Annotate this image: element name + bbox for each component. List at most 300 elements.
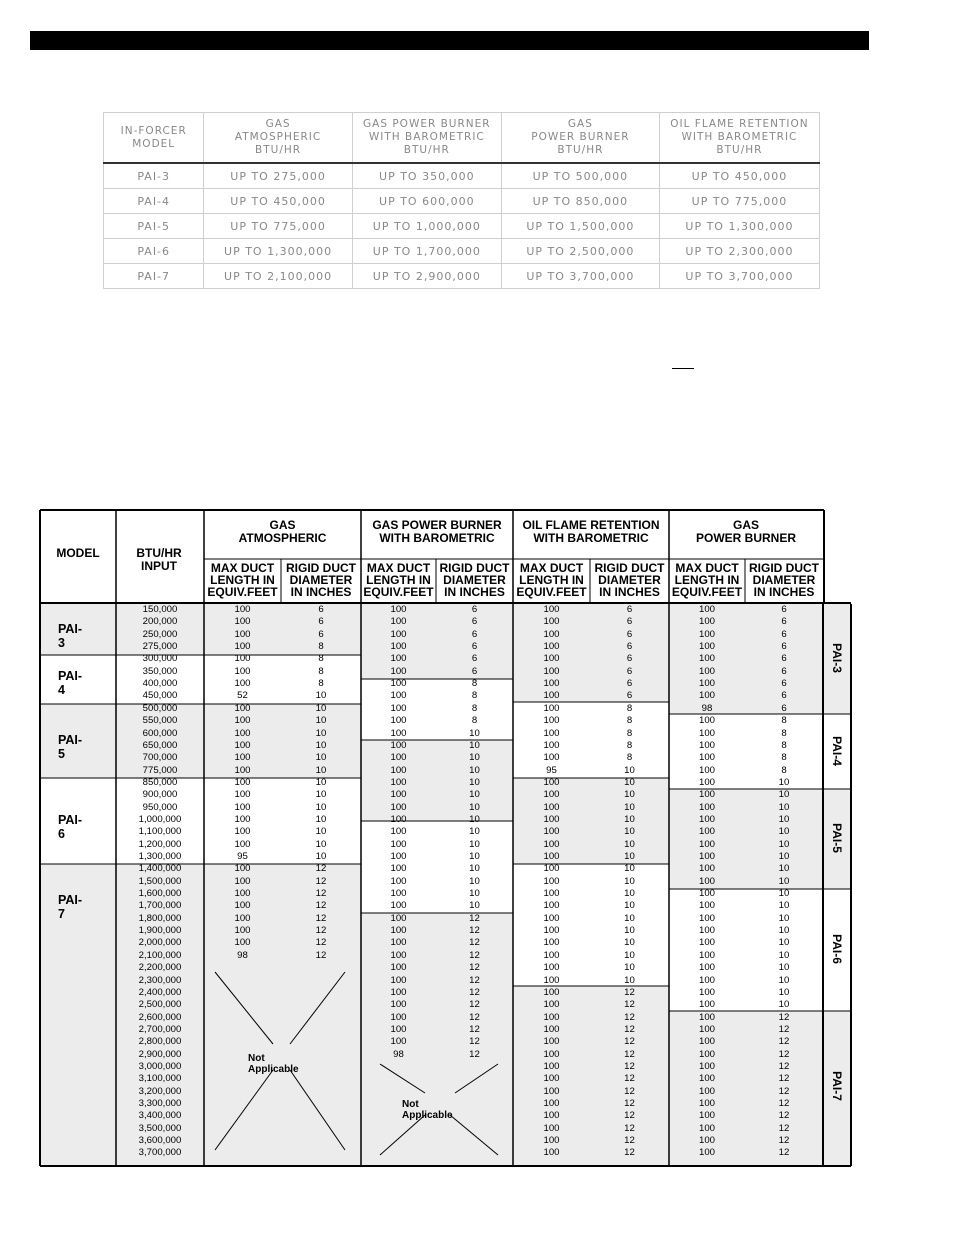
oil-duct-length: 100 (543, 1023, 560, 1035)
gpb-duct-diameter: 12 (469, 1048, 480, 1060)
gp-duct-length: 100 (698, 1023, 715, 1035)
gpb-duct-length: 100 (390, 937, 407, 949)
gp-duct-diameter: 6 (781, 604, 787, 615)
max-duct-length-header (513, 562, 590, 598)
btu-input-value: 2,000,000 (138, 937, 182, 949)
atm-duct-length: 100 (234, 727, 251, 739)
oil-duct-length: 100 (543, 604, 560, 615)
group-header-line: ATMOSPHERIC (238, 531, 327, 545)
gpb-duct-length: 100 (390, 789, 407, 801)
gp-duct-diameter: 10 (778, 801, 790, 813)
gpb-duct-diameter: 10 (469, 789, 480, 801)
oil-duct-length: 100 (543, 813, 560, 825)
capacity-cell: UP TO 3,700,000 (659, 264, 819, 289)
capacity-cell: PAI-3 (104, 163, 204, 189)
oil-duct-length: 100 (543, 888, 560, 900)
gpb-duct-diameter: 10 (469, 813, 480, 825)
gp-duct-length: 100 (698, 801, 715, 813)
oil-duct-diameter: 10 (624, 851, 635, 862)
btu-input-value: 2,400,000 (138, 986, 182, 998)
atm-duct-length: 100 (234, 838, 251, 850)
group-header-line: GAS (732, 518, 759, 532)
oil-duct-diameter: 10 (624, 875, 635, 887)
oil-duct-length: 100 (543, 616, 560, 628)
atm-duct-length: 100 (234, 678, 251, 690)
gp-duct-length: 100 (698, 616, 715, 628)
atm-duct-length: 100 (234, 628, 251, 640)
max-duct-length-header (204, 562, 281, 598)
gpb-duct-diameter: 12 (469, 925, 480, 937)
atm-duct-diameter: 12 (315, 888, 327, 900)
atm-duct-length: 100 (234, 604, 251, 615)
sub-header-line: IN INCHES (444, 585, 505, 599)
gp-duct-diameter: 6 (781, 641, 787, 653)
side-model-label: PAI-7 (830, 1071, 844, 1101)
group-header-line: GAS (269, 518, 296, 532)
rigid-duct-diameter-header (281, 562, 361, 598)
gp-duct-length: 100 (698, 1147, 715, 1159)
oil-duct-length: 100 (543, 727, 560, 739)
capacity-cell: UP TO 450,000 (204, 189, 352, 214)
oil-duct-diameter: 10 (624, 764, 635, 776)
gpb-duct-length: 100 (390, 690, 407, 702)
sub-header-line: DIAMETER (752, 573, 816, 587)
gpb-duct-diameter: 12 (469, 999, 480, 1011)
gp-duct-diameter: 10 (778, 838, 790, 850)
gp-duct-length: 100 (698, 653, 715, 665)
atm-duct-diameter: 12 (315, 949, 327, 961)
oil-duct-length: 100 (543, 863, 560, 875)
capacity-cell: UP TO 450,000 (659, 163, 819, 189)
gpb-duct-length: 100 (390, 900, 407, 912)
atm-duct-length: 100 (234, 912, 251, 924)
gp-duct-diameter: 8 (781, 752, 787, 764)
gp-duct-diameter: 10 (778, 999, 790, 1011)
gp-duct-diameter: 12 (778, 1060, 790, 1072)
gp-duct-diameter: 10 (778, 776, 790, 788)
oil-duct-diameter: 12 (624, 1110, 635, 1122)
gpb-duct-diameter: 10 (469, 727, 480, 739)
atm-duct-diameter: 6 (318, 628, 324, 640)
gpb-duct-diameter: 12 (469, 949, 480, 961)
btu-input-value: 2,500,000 (138, 999, 182, 1011)
gpb-duct-diameter: 8 (471, 690, 478, 702)
not-applicable-gas-power-barometric: Not Applicable (402, 1099, 453, 1121)
gp-duct-length: 100 (698, 727, 715, 739)
gp-duct-length: 100 (698, 1048, 715, 1060)
oil-duct-length: 100 (543, 1048, 560, 1060)
gpb-duct-length: 100 (390, 678, 407, 690)
gp-duct-length: 100 (698, 838, 715, 850)
atm-duct-diameter: 12 (315, 875, 327, 887)
gpb-duct-diameter: 12 (469, 937, 480, 949)
capacity-cell: UP TO 2,500,000 (501, 239, 659, 264)
btu-input-value: 3,000,000 (138, 1060, 182, 1072)
oil-duct-diameter: 12 (624, 1147, 635, 1159)
btu-input-value: 3,400,000 (138, 1110, 182, 1122)
max-duct-length-header (669, 562, 745, 598)
atm-duct-diameter: 8 (318, 678, 324, 690)
capacity-cell: UP TO 2,100,000 (204, 264, 352, 289)
gp-duct-length: 100 (698, 1098, 715, 1109)
btu-input-value: 2,800,000 (138, 1036, 182, 1048)
oil-duct-diameter: 10 (624, 974, 635, 986)
gp-duct-diameter: 8 (781, 764, 787, 776)
gp-duct-diameter: 10 (778, 925, 790, 937)
btu-input-value: 3,700,000 (138, 1147, 182, 1159)
atm-duct-diameter: 10 (315, 801, 327, 813)
atm-duct-diameter: 10 (315, 851, 327, 862)
sub-header-line: DIAMETER (598, 573, 661, 587)
btu-input-value: 600,000 (142, 727, 178, 739)
gpb-duct-diameter: 6 (471, 628, 478, 640)
gpb-duct-diameter: 10 (469, 888, 480, 900)
gp-duct-diameter: 10 (778, 986, 790, 998)
sub-header-line: DIAMETER (289, 573, 353, 587)
oil-duct-length: 100 (543, 1060, 560, 1072)
gp-duct-diameter: 6 (781, 616, 787, 628)
sub-header-line: EQUIV.FEET (516, 585, 587, 599)
btu-input-value: 150,000 (142, 604, 178, 615)
gp-duct-length: 100 (698, 665, 715, 677)
side-model-label: PAI-3 (830, 643, 844, 673)
oil-duct-diameter: 10 (624, 912, 635, 924)
gp-duct-diameter: 10 (778, 912, 790, 924)
oil-duct-diameter: 12 (624, 986, 635, 998)
gp-duct-diameter: 12 (778, 1023, 790, 1035)
btu-input-value: 775,000 (142, 764, 178, 776)
oil-duct-diameter: 10 (624, 826, 635, 838)
gp-duct-diameter: 10 (778, 949, 790, 961)
rigid-duct-diameter-header (436, 562, 513, 598)
capacity-cell: UP TO 600,000 (352, 189, 501, 214)
oil-duct-diameter: 10 (624, 863, 635, 875)
gpb-duct-length: 100 (390, 776, 407, 788)
gpb-duct-diameter: 6 (471, 641, 478, 653)
capacity-cell: UP TO 775,000 (204, 214, 352, 239)
group-header-line: WITH BAROMETRIC (379, 531, 495, 545)
gp-duct-length: 100 (698, 888, 715, 900)
oil-duct-length: 100 (543, 1122, 560, 1134)
oil-duct-diameter: 12 (624, 999, 635, 1011)
capacity-cell: UP TO 850,000 (501, 189, 659, 214)
side-model-label: PAI-4 (830, 735, 844, 766)
oil-duct-length: 100 (543, 925, 560, 937)
oil-duct-diameter: 12 (624, 1036, 635, 1048)
rigid-duct-diameter-header (590, 562, 669, 598)
oil-duct-diameter: 10 (624, 789, 635, 801)
capacity-cell: UP TO 1,000,000 (352, 214, 501, 239)
chart-btu-header (116, 547, 202, 573)
atm-duct-length: 100 (234, 641, 251, 653)
model-label: PAI-4 (58, 669, 83, 697)
oil-duct-length: 100 (543, 715, 560, 727)
atm-duct-length: 100 (234, 702, 251, 714)
btu-input-value: 300,000 (142, 653, 178, 665)
side-model-label: PAI-5 (830, 823, 844, 853)
capacity-cell: UP TO 1,300,000 (204, 239, 352, 264)
gp-duct-length: 100 (698, 764, 715, 776)
oil-duct-length: 100 (543, 690, 560, 702)
gpb-duct-length: 100 (390, 702, 407, 714)
oil-duct-length: 95 (546, 764, 557, 776)
gpb-duct-length: 100 (390, 715, 407, 727)
oil-duct-length: 100 (543, 628, 560, 640)
oil-duct-length: 100 (543, 974, 560, 986)
gpb-duct-diameter: 10 (469, 764, 480, 776)
gp-duct-length: 100 (698, 875, 715, 887)
atm-duct-diameter: 12 (315, 912, 327, 924)
oil-duct-length: 100 (543, 653, 560, 665)
btu-input-value: 2,700,000 (138, 1023, 182, 1035)
gp-duct-length: 100 (698, 1036, 715, 1048)
gp-duct-diameter: 8 (781, 727, 787, 739)
gp-duct-length: 100 (698, 851, 715, 862)
gp-duct-length: 100 (698, 678, 715, 690)
chart-group-header (204, 519, 361, 545)
oil-duct-diameter: 12 (624, 1060, 635, 1072)
group-header-line: GAS POWER BURNER (372, 518, 502, 532)
gpb-duct-length: 100 (390, 1023, 407, 1035)
gp-duct-diameter: 10 (778, 826, 790, 838)
gpb-duct-diameter: 8 (471, 715, 478, 727)
gpb-duct-length: 100 (390, 764, 407, 776)
model-label: PAI-3 (58, 622, 83, 650)
gpb-duct-diameter: 12 (469, 962, 480, 974)
btu-input-value: 275,000 (142, 641, 178, 653)
oil-duct-diameter: 10 (624, 776, 635, 788)
oil-duct-length: 100 (543, 665, 560, 677)
atm-duct-length: 100 (234, 739, 251, 751)
oil-duct-length: 100 (543, 999, 560, 1011)
atm-duct-length: 100 (234, 801, 251, 813)
header-gas-power-barometric: GAS POWER BURNER WITH BAROMETRIC BTU/HR (352, 113, 501, 164)
oil-duct-length: 100 (543, 789, 560, 801)
side-model-label: PAI-6 (830, 934, 844, 964)
atm-duct-diameter: 10 (315, 690, 327, 702)
gp-duct-length: 100 (698, 1073, 715, 1085)
gpb-duct-length: 100 (390, 739, 407, 751)
gp-duct-length: 100 (698, 999, 715, 1011)
gpb-duct-length: 100 (390, 912, 407, 924)
capacity-cell: UP TO 2,300,000 (659, 239, 819, 264)
atm-duct-diameter: 12 (315, 925, 327, 937)
oil-duct-length: 100 (543, 937, 560, 949)
group-header-line: POWER BURNER (695, 531, 796, 545)
atm-duct-length: 100 (234, 826, 251, 838)
oil-duct-diameter: 6 (626, 690, 633, 702)
oil-duct-diameter: 6 (626, 604, 633, 615)
btu-input-value: 1,500,000 (138, 875, 182, 887)
gpb-duct-length: 98 (393, 1048, 404, 1060)
chart-model-header: MODEL (56, 546, 100, 560)
btu-input-value: 3,200,000 (138, 1085, 182, 1097)
btu-input-value: 650,000 (142, 739, 178, 751)
oil-duct-diameter: 10 (624, 925, 635, 937)
oil-duct-diameter: 6 (626, 616, 633, 628)
oil-duct-length: 100 (543, 826, 560, 838)
gp-duct-diameter: 10 (778, 863, 790, 875)
gpb-duct-diameter: 12 (469, 1023, 480, 1035)
gp-duct-length: 100 (698, 1122, 715, 1134)
sub-header-line: RIGID DUCT (594, 561, 665, 575)
oil-duct-diameter: 8 (626, 752, 633, 764)
gpb-duct-length: 100 (390, 1036, 407, 1048)
oil-duct-diameter: 8 (626, 715, 633, 727)
sub-header-line: LENGTH IN (210, 573, 275, 587)
model-label: PAI-6 (58, 813, 83, 841)
gpb-duct-diameter: 10 (469, 739, 480, 751)
gp-duct-length: 100 (698, 925, 715, 937)
oil-duct-length: 100 (543, 641, 560, 653)
capacity-cell: UP TO 3,700,000 (501, 264, 659, 289)
oil-duct-diameter: 10 (624, 949, 635, 961)
gpb-duct-diameter: 10 (469, 851, 480, 862)
gpb-duct-length: 100 (390, 801, 407, 813)
btu-input-value: 950,000 (142, 801, 178, 813)
gpb-duct-length: 100 (390, 665, 407, 677)
gpb-duct-diameter: 12 (469, 974, 480, 986)
oil-duct-length: 100 (543, 838, 560, 850)
oil-duct-diameter: 8 (626, 739, 633, 751)
oil-duct-length: 100 (543, 962, 560, 974)
oil-duct-length: 100 (543, 912, 560, 924)
atm-duct-diameter: 8 (318, 653, 324, 665)
oil-duct-length: 100 (543, 1135, 560, 1147)
capacity-cell: PAI-7 (104, 264, 204, 289)
oil-duct-length: 100 (543, 1098, 560, 1109)
oil-duct-diameter: 12 (624, 1098, 635, 1109)
group-header-line: OIL FLAME RETENTION (522, 518, 660, 532)
gp-duct-length: 100 (698, 900, 715, 912)
btu-input-value: 1,600,000 (138, 888, 182, 900)
btu-input-value: 1,800,000 (138, 912, 182, 924)
gp-duct-length: 100 (698, 739, 715, 751)
capacity-cell: UP TO 275,000 (204, 163, 352, 189)
gpb-duct-length: 100 (390, 986, 407, 998)
atm-duct-length: 100 (234, 789, 251, 801)
sub-header-line: LENGTH IN (519, 573, 584, 587)
oil-duct-length: 100 (543, 900, 560, 912)
btu-input-value: 1,300,000 (138, 851, 182, 862)
btu-input-value: 2,300,000 (138, 974, 182, 986)
atm-duct-length: 100 (234, 776, 251, 788)
atm-duct-diameter: 10 (315, 715, 327, 727)
gp-duct-length: 100 (698, 789, 715, 801)
sub-header-line: IN INCHES (290, 585, 352, 599)
header-gas-power-burner: GAS POWER BURNER BTU/HR (501, 113, 659, 164)
gp-duct-diameter: 10 (778, 900, 790, 912)
gp-duct-diameter: 8 (781, 715, 787, 727)
atm-duct-diameter: 12 (315, 900, 327, 912)
gpb-duct-length: 100 (390, 813, 407, 825)
btu-input-value: 2,100,000 (138, 949, 182, 961)
oil-duct-length: 100 (543, 776, 560, 788)
oil-duct-diameter: 8 (626, 727, 633, 739)
group-header-line: WITH BAROMETRIC (533, 531, 649, 545)
atm-duct-diameter: 10 (315, 838, 327, 850)
btu-input-value: 500,000 (142, 702, 178, 714)
oil-duct-length: 100 (543, 875, 560, 887)
gpb-duct-diameter: 10 (469, 826, 480, 838)
capacity-cell: UP TO 1,500,000 (501, 214, 659, 239)
oil-duct-diameter: 10 (624, 900, 635, 912)
gpb-duct-length: 100 (390, 851, 407, 862)
header-model: IN-FORCER MODEL (104, 113, 204, 164)
atm-duct-diameter: 6 (318, 616, 324, 628)
btu-input-value: 550,000 (142, 715, 178, 727)
atm-duct-diameter: 10 (315, 789, 327, 801)
gpb-duct-diameter: 8 (471, 678, 478, 690)
gp-duct-diameter: 6 (781, 653, 787, 665)
gpb-duct-diameter: 10 (469, 776, 480, 788)
gp-duct-diameter: 10 (778, 875, 790, 887)
gpb-duct-length: 100 (390, 974, 407, 986)
oil-duct-length: 100 (543, 1011, 560, 1023)
oil-duct-length: 100 (543, 801, 560, 813)
btu-input-value: 3,100,000 (138, 1073, 182, 1085)
gpb-duct-length: 100 (390, 727, 407, 739)
capacity-cell: UP TO 775,000 (659, 189, 819, 214)
rigid-duct-diameter-header (745, 562, 823, 598)
oil-duct-diameter: 12 (624, 1085, 635, 1097)
gp-duct-length: 100 (698, 1085, 715, 1097)
atm-duct-diameter: 10 (315, 776, 327, 788)
oil-duct-diameter: 6 (626, 641, 633, 653)
btu-input-value: 400,000 (142, 678, 178, 690)
oil-duct-diameter: 6 (626, 628, 633, 640)
gp-duct-diameter: 12 (778, 1122, 790, 1134)
oil-duct-length: 100 (543, 949, 560, 961)
max-duct-length-header (361, 562, 436, 598)
gp-duct-length: 100 (698, 715, 715, 727)
oil-duct-diameter: 12 (624, 1073, 635, 1085)
atm-duct-length: 100 (234, 937, 251, 949)
oil-duct-length: 100 (543, 739, 560, 751)
oil-duct-diameter: 6 (626, 653, 633, 665)
gp-duct-length: 100 (698, 604, 715, 615)
oil-duct-length: 100 (543, 986, 560, 998)
btu-input-value: 350,000 (142, 665, 178, 677)
gpb-duct-diameter: 10 (469, 801, 480, 813)
atm-duct-diameter: 10 (315, 727, 327, 739)
oil-duct-diameter: 12 (624, 1023, 635, 1035)
gpb-duct-diameter: 6 (471, 653, 478, 665)
atm-duct-length: 100 (234, 665, 251, 677)
gpb-duct-length: 100 (390, 628, 407, 640)
btu-input-value: 1,900,000 (138, 925, 182, 937)
gpb-duct-length: 100 (390, 875, 407, 887)
gp-duct-diameter: 10 (778, 789, 790, 801)
oil-duct-diameter: 12 (624, 1135, 635, 1147)
oil-duct-diameter: 10 (624, 838, 635, 850)
oil-duct-length: 100 (543, 1073, 560, 1085)
oil-duct-length: 100 (543, 702, 560, 714)
gp-duct-diameter: 12 (778, 1073, 790, 1085)
gp-duct-diameter: 12 (778, 1085, 790, 1097)
atm-duct-length: 95 (237, 851, 248, 862)
sub-header-line: MAX DUCT (366, 561, 431, 575)
gp-duct-length: 100 (698, 986, 715, 998)
btu-input-value: 250,000 (142, 628, 178, 640)
model-label: PAI-5 (58, 733, 83, 761)
gpb-duct-diameter: 8 (471, 702, 478, 714)
oil-duct-length: 100 (543, 851, 560, 862)
gpb-duct-diameter: 10 (469, 900, 480, 912)
btu-input-value: 700,000 (142, 752, 178, 764)
capacity-cell: PAI-5 (104, 214, 204, 239)
gp-duct-length: 100 (698, 949, 715, 961)
